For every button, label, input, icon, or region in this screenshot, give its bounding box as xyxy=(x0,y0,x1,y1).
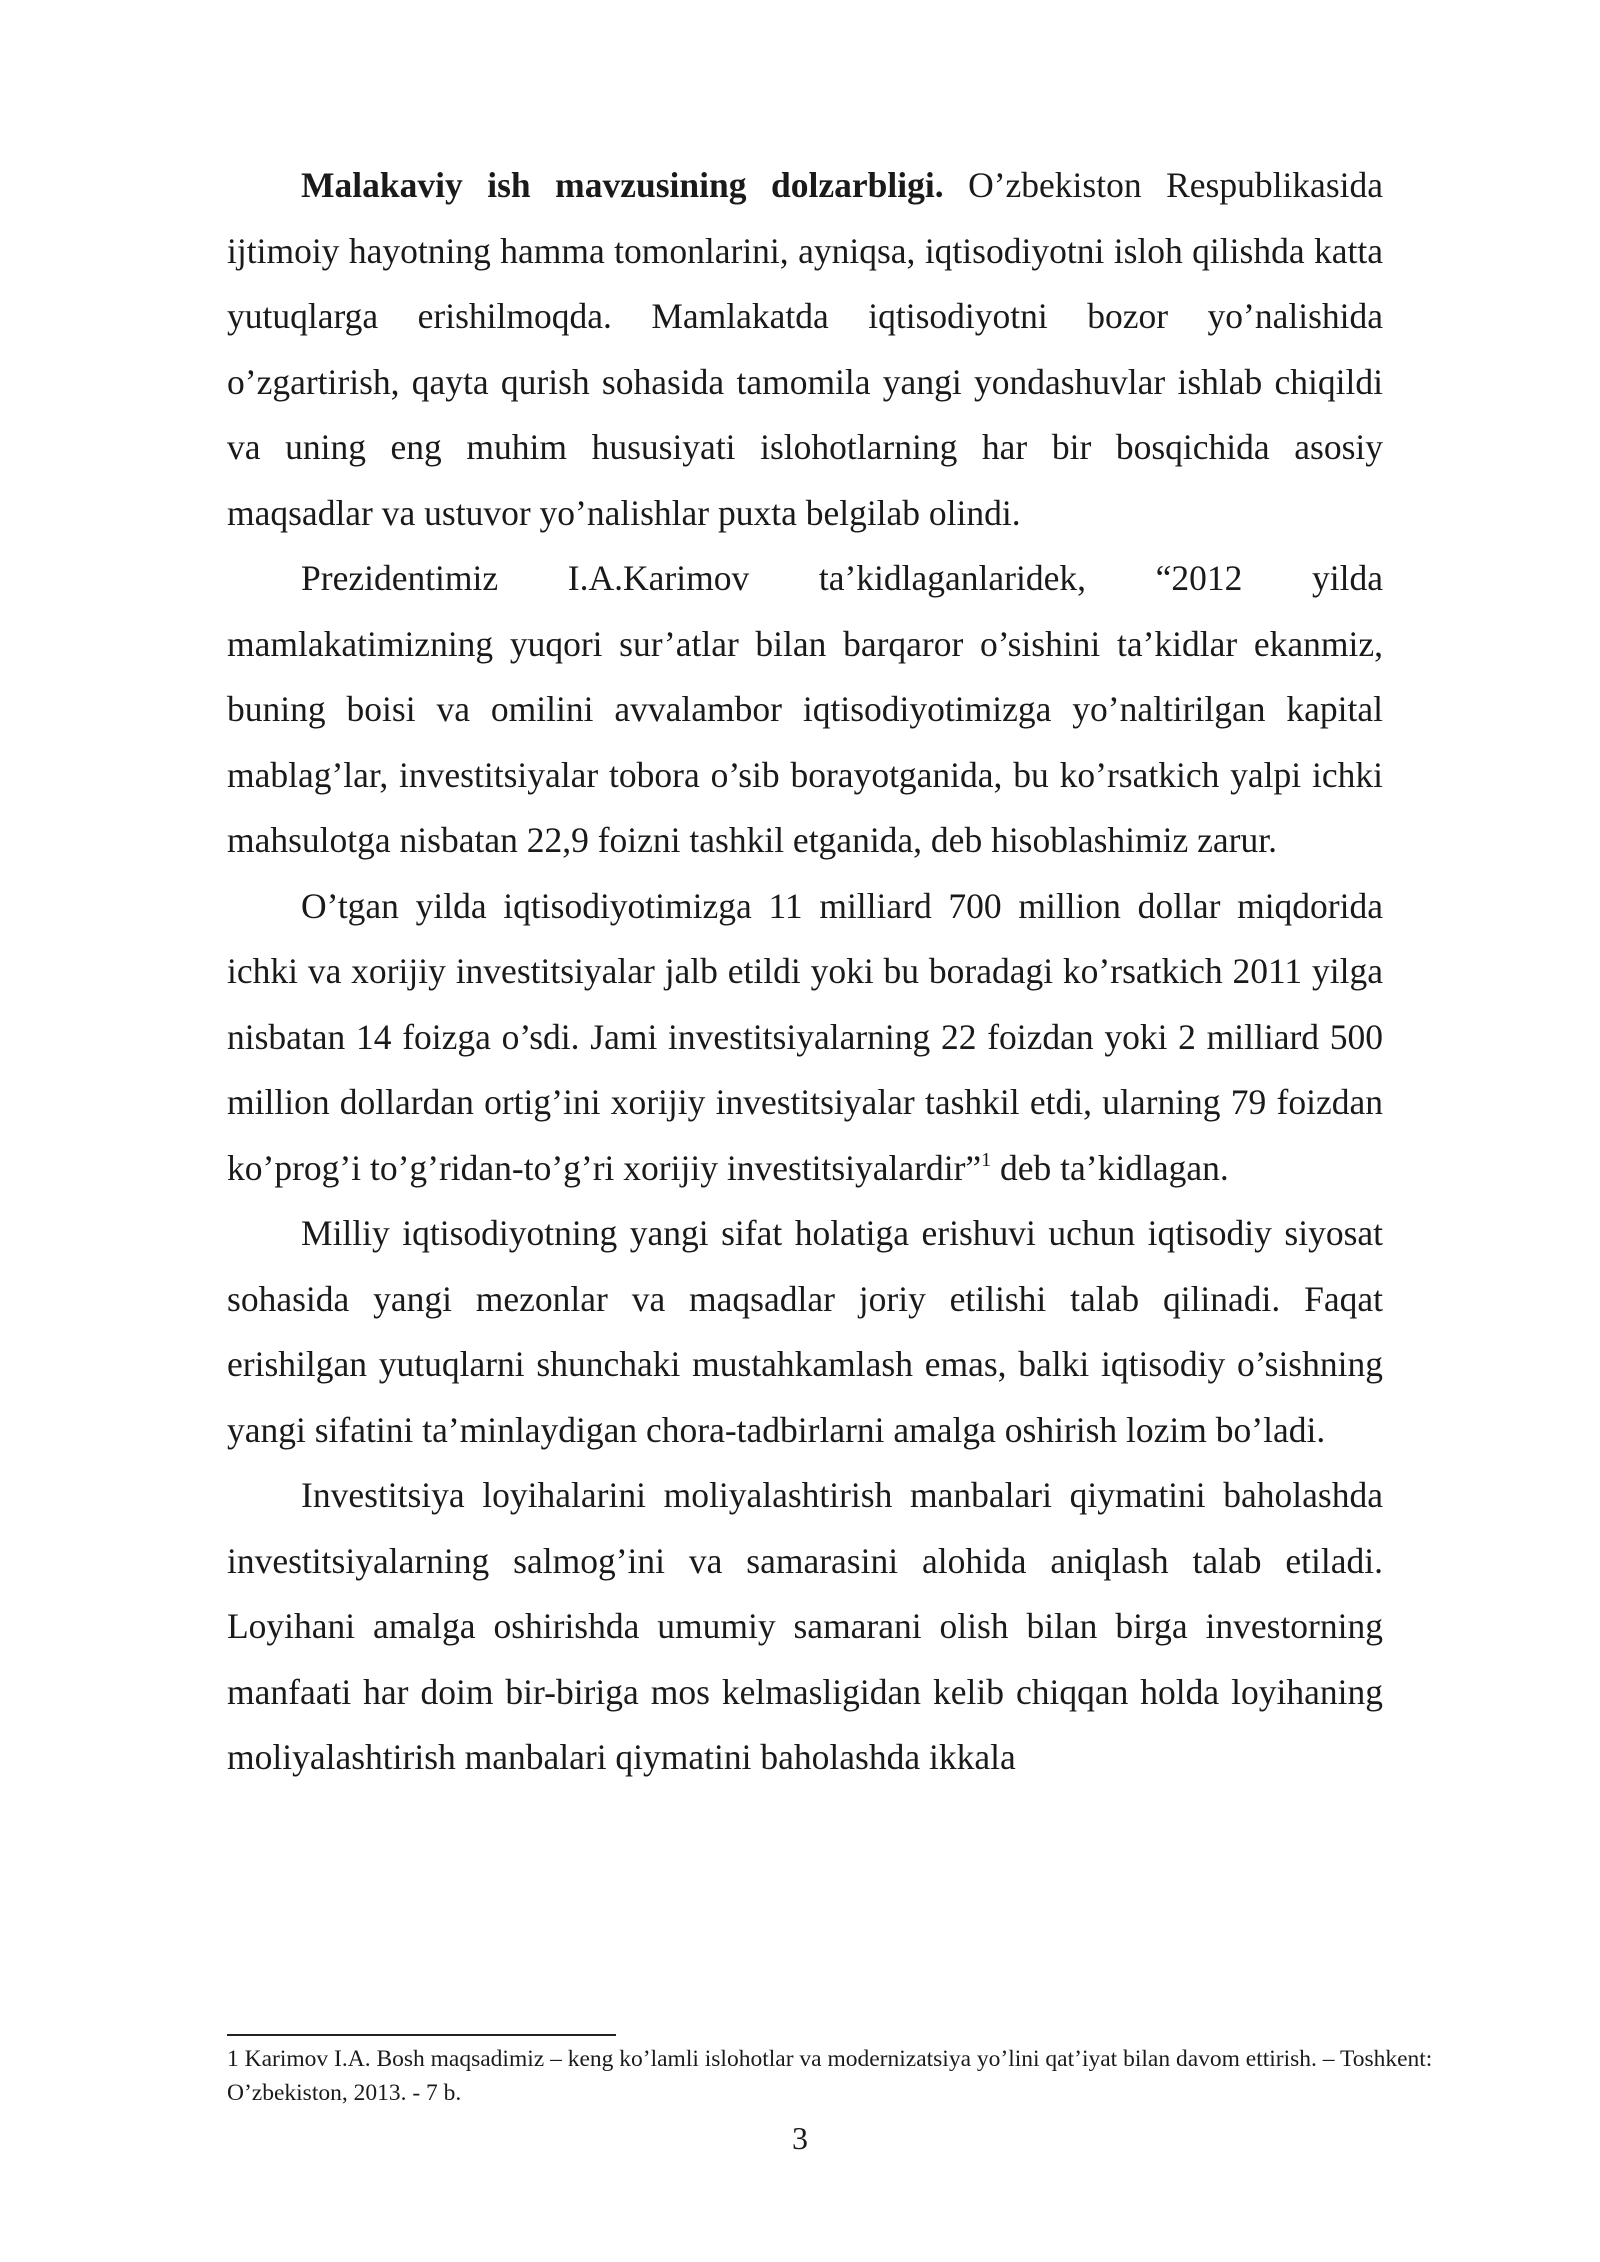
paragraph-text: O’tgan yilda iqtisodiyotimizga 11 milliard 700 million dollar miqdorida ichki va xorijiy investitsiyalar jalb etildi yoki bu boradagi ko’rsatkich 2011 yilga nisbatan 14 foizga o’sdi. Jami investitsiyalarning 22 foizdan yoki 2 milliard 500 million dollardan ortig’ini xorijiy investitsiyalar tashkil etdi, ularning 79 foizdan ko’prog’i to’g’ridan-to’g’ri xorijiy investitsiyalardir” xyxy=(227,885,1383,1188)
section-lead-heading: Malakaviy ish mavzusining dolzarbligi. xyxy=(301,165,944,205)
paragraph-text: Milliy iqtisodiyotning yangi sifat holatiga erishuvi uchun iqtisodiy siyosat sohasida yangi mezonlar va maqsadlar joriy etilishi talab qilinadi. Faqat erishilgan yutuqlarni shunchaki mustahkamlash emas, balki iqtisodiy o’sishning yangi sifatini ta’minlaydigan chora-tadbirlarni amalga oshirish lozim bo’ladi. xyxy=(227,1213,1383,1450)
paragraph-text: Prezidentimiz I.A.Karimov ta’kidlaganlaridek, “2012 yilda mamlakatimizning yuqori sur’atlar bilan barqaror o’sishini ta’kidlar ekanmiz, buning boisi va omilini avvalambor iqtisodiyotimizga yo’naltirilgan kapital mablag’lar, investitsiyalar tobora o’sib borayotganida, bu ko’rsatkich yalpi ichki mahsulotga nisbatan 22,9 foizni tashkil etganida, deb hisoblashimiz zarur. xyxy=(227,558,1383,860)
paragraph-president-quote xyxy=(227,546,1383,874)
paragraph-economic-policy xyxy=(227,1201,1383,1463)
paragraph-investment-figures xyxy=(227,874,1383,1202)
page-number: 3 xyxy=(792,2120,808,2156)
paragraph-text-continued: deb ta’kidlagan. xyxy=(991,1147,1229,1188)
paragraph-investment-evaluation xyxy=(227,1463,1383,1791)
footnote-reference[interactable]: 1 xyxy=(981,1148,992,1171)
paragraph-text: Investitsiya loyihalarini moliyalashtirish manbalari qiymatini baholashda investitsiyalarning salmog’ini va samarasini alohida aniqlash talab etiladi. Loyihani amalga oshirishda umumiy samarani olish bilan birga investorning manfaati har doim bir-biriga mos kelmasligidan kelib chiqqan holda loyihaning moliyalashtirish manbalari qiymatini baholashda ikkala xyxy=(227,1475,1383,1777)
body-text xyxy=(227,153,1383,1791)
paragraph-text: O’zbekiston Respublikasida ijtimoiy hayotning hamma tomonlarini, ayniqsa, iqtisodiyotni isloh qilishda katta yutuqlarga erishilmoqda. Mamlakatda iqtisodiyotni bozor yo’nalishida o’zgartirish, qayta qurish sohasida tamomila yangi yondashuvlar ishlab chiqildi va uning eng muhim hususiyati islohotlarning har bir bosqichida asosiy maqsadlar va ustuvor yo’nalishlar puxta belgilab olindi. xyxy=(227,165,1384,533)
footnote: 1 Karimov I.A. Bosh maqsadimiz – keng ko’lamli islohotlar va modernizatsiya yo’lini qat’iyat bilan davom ettirish. – Toshkent: O’zbekiston, 2013. - 7 b. xyxy=(227,2046,1433,2106)
footnote-separator xyxy=(227,2034,616,2036)
paragraph-relevance xyxy=(227,153,1383,546)
